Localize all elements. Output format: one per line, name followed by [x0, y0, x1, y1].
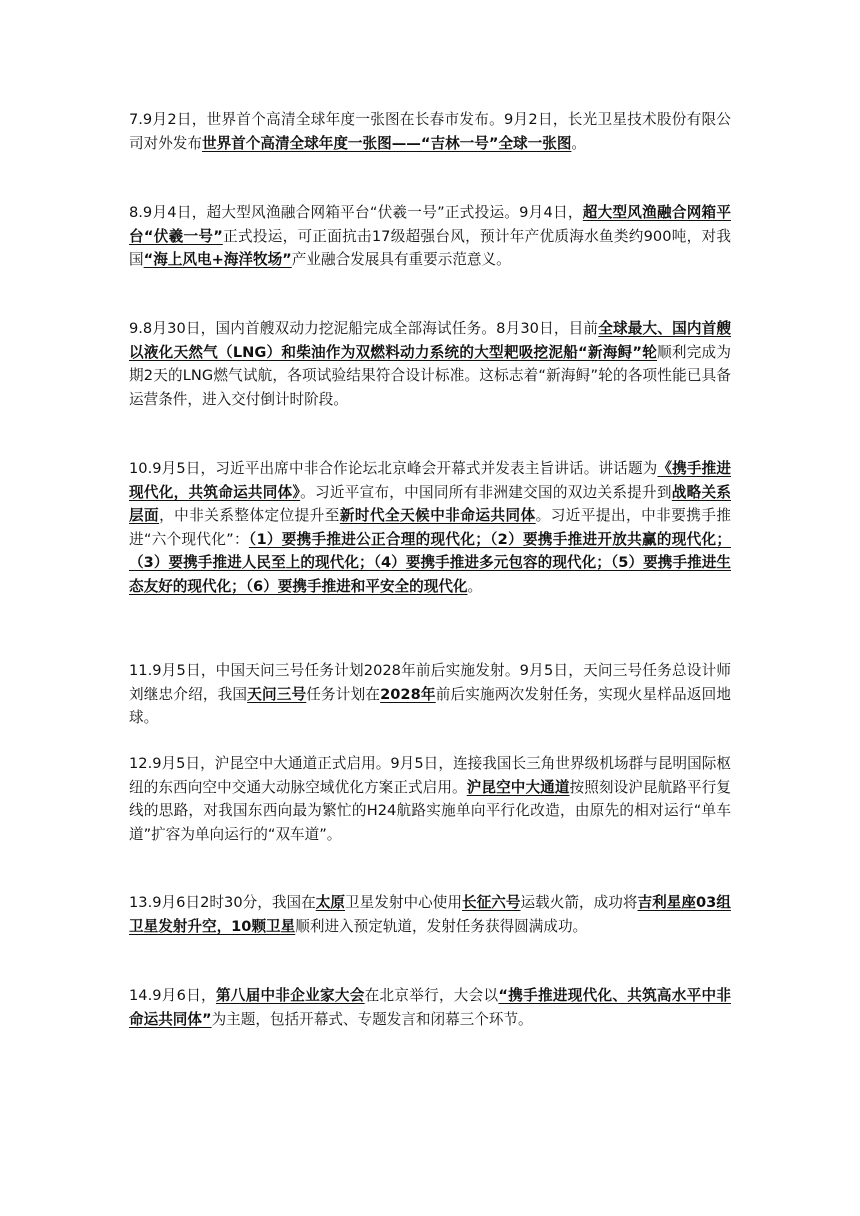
body-text: 。 — [467, 577, 483, 595]
highlighted-phrase: 《携手推进现代化，共筑命运共同体》 — [129, 460, 731, 501]
news-item-13 — [129, 891, 731, 938]
body-text: 前后实施两次发射任务，实现火星样品返回地球。 — [129, 685, 731, 726]
body-text: 13.9月6日2时30分，我国在 — [129, 894, 316, 911]
highlighted-phrase: 长征六号 — [462, 894, 521, 911]
body-text: 9.8月30日，国内首艘双动力挖泥船完成全部海试任务。8月30日，目前 — [129, 320, 599, 337]
body-text: 运载火箭，成功将 — [520, 894, 638, 911]
news-item-11 — [129, 659, 731, 730]
body-text: 7.9月2日，世界首个高清全球年度一张图在长春市发布。9月2日，长光卫星技术股份有限公司对外发布 — [129, 111, 731, 152]
highlighted-phrase: 太原 — [315, 894, 346, 911]
highlighted-phrase: 新时代全天候中非命运共同体 — [339, 507, 536, 524]
body-text: 14.9月6日， — [129, 987, 216, 1004]
news-item-8 — [129, 201, 731, 272]
highlighted-phrase: “海上风电+海洋牧场” — [143, 251, 292, 268]
highlighted-phrase: 沪昆空中大通道 — [466, 778, 570, 796]
highlighted-phrase: 吉利星座03组卫星发射升空，10颗卫星 — [129, 894, 731, 935]
body-text: 顺利进入预定轨道，发射任务获得圆满成功。 — [295, 917, 588, 935]
body-text: 卫星发射中心使用 — [345, 894, 463, 911]
body-text: 11.9月5日，中国天问三号任务计划2028年前后实施发射。9月5日，天问三号任务总设计师刘继忠介绍，我国 — [129, 662, 731, 703]
body-text: 。习近平提出，中非要携手推进“六个现代化”： — [129, 507, 731, 548]
body-text: 任务计划在 — [306, 685, 381, 703]
highlighted-phrase: 2028年 — [380, 685, 436, 703]
body-text: 按照刻设沪昆航路平行复线的思路，对我国东西向最为繁忙的H24航路实施单向平行化改造，由原先的相对运行“单车道”扩容为单向运行的“双车道”。 — [129, 778, 731, 843]
highlighted-phrase: 战略关系层面 — [129, 483, 731, 524]
highlighted-phrase: 世界首个高清全球年度一张图——“吉林一号”全球一张图 — [201, 134, 572, 152]
highlighted-phrase: 全球最大、国内首艘以液化天然气（LNG）和柴油作为双燃料动力系统的大型耙吸挖泥船“新海鲟”轮 — [129, 320, 731, 361]
highlighted-phrase: 第八届中非企业家大会 — [215, 987, 365, 1004]
body-text: 10.9月5日，习近平出席中非合作论坛北京峰会开幕式并发表主旨讲话。讲话题为 — [129, 460, 658, 477]
highlighted-phrase: 天问三号 — [247, 685, 307, 703]
body-text: 。 — [571, 134, 587, 152]
body-text: 正式投运，可正面抗击17级超强台风，预计年产优质海水鱼类约900吨，对我国 — [129, 227, 732, 268]
body-text: 产业融合发展具有重要示范意义。 — [291, 251, 511, 268]
body-text: 12.9月5日，沪昆空中大通道正式启用。9月5日，连接我国长三角世界级机场群与昆明国际枢纽的东西向空中交通大动脉空域优化方案正式启用。 — [129, 755, 731, 796]
body-text: ，中非关系整体定位提升至 — [159, 507, 340, 524]
news-item-12 — [129, 752, 731, 846]
body-text: 顺利完成为期2天的LNG燃气试航，各项试验结果符合设计标准。这标志着“新海鲟”轮的各项性能已具备运营条件，进入交付倒计时阶段。 — [129, 343, 731, 408]
news-item-9 — [129, 317, 731, 411]
news-item-10 — [129, 457, 731, 598]
highlighted-phrase: “携手推进现代化、共筑高水平中非命运共同体” — [129, 987, 731, 1028]
body-text: 。习近平宣布，中国同所有非洲建交国的双边关系提升到 — [300, 483, 672, 501]
highlighted-phrase: 超大型风渔融合网箱平台“伏羲一号” — [129, 204, 731, 245]
news-item-7 — [129, 108, 731, 155]
body-text: 在北京举行，大会以 — [364, 987, 499, 1004]
news-item-14 — [129, 984, 731, 1031]
body-text: 8.9月4日，超大型风渔融合网箱平台“伏羲一号”正式投运。9月4日， — [129, 204, 583, 221]
highlighted-phrase: （1）要携手推进公正合理的现代化；（2）要携手推进开放共赢的现代化；（3）要携手推进人民至上的现代化；（4）要携手推进多元包容的现代化；（5）要携手推进生态友好的现代化；（6）要携手推进和平安全的现代化 — [129, 530, 731, 595]
body-text: 为主题，包括开幕式、专题发言和闭幕三个环节。 — [211, 1010, 533, 1028]
